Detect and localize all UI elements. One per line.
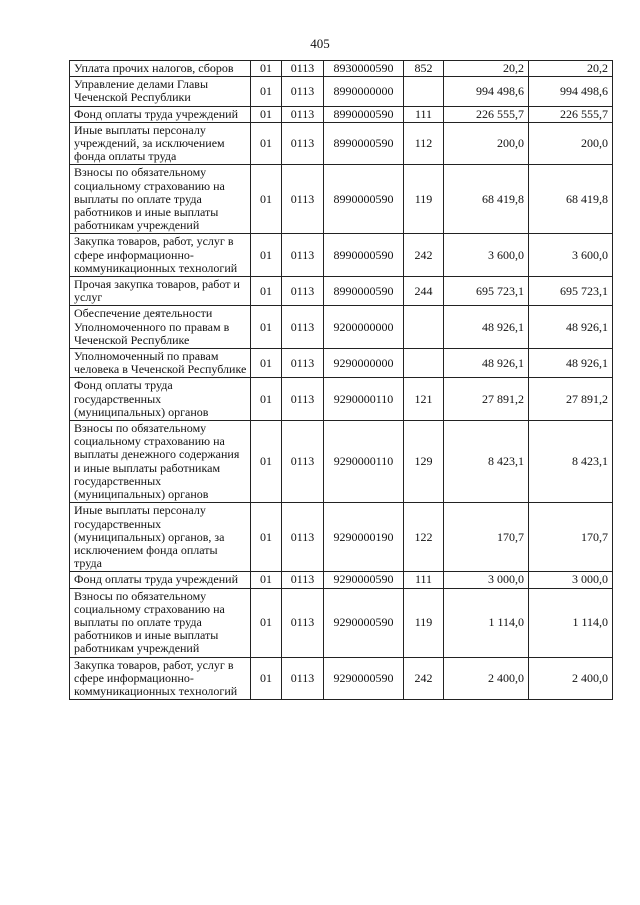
row-section-cell: 01 xyxy=(251,572,282,588)
table-row xyxy=(70,277,613,306)
table-row xyxy=(70,572,613,588)
row-amount-1-cell: 200,0 xyxy=(444,122,529,165)
row-amount-1-cell: 8 423,1 xyxy=(444,421,529,503)
row-section-cell: 01 xyxy=(251,277,282,306)
row-expense-type-cell: 111 xyxy=(404,106,444,122)
table-row xyxy=(70,421,613,503)
row-amount-1-cell: 226 555,7 xyxy=(444,106,529,122)
row-target-article-cell: 8990000590 xyxy=(324,106,404,122)
table-row xyxy=(70,122,613,165)
table-row xyxy=(70,349,613,378)
table-row xyxy=(70,77,613,106)
budget-table xyxy=(69,60,613,700)
row-name-cell: Фонд оплаты труда государственных (муниципальных) органов xyxy=(70,378,251,421)
row-name-cell: Прочая закупка товаров, работ и услуг xyxy=(70,277,251,306)
table-row xyxy=(70,657,613,700)
row-target-article-cell: 8990000590 xyxy=(324,277,404,306)
row-section-cell: 01 xyxy=(251,234,282,277)
row-target-article-cell: 9290000000 xyxy=(324,349,404,378)
row-amount-1-cell: 48 926,1 xyxy=(444,306,529,349)
row-section-cell: 01 xyxy=(251,106,282,122)
row-target-article-cell: 8930000590 xyxy=(324,61,404,77)
row-name-cell: Взносы по обязательному социальному страхованию на выплаты по оплате труда работников и иные выплаты работникам учреждений xyxy=(70,588,251,657)
row-amount-2-cell: 20,2 xyxy=(529,61,613,77)
row-subsection-cell: 0113 xyxy=(282,306,324,349)
page-number: 405 xyxy=(310,36,330,51)
row-expense-type-cell: 129 xyxy=(404,421,444,503)
row-amount-2-cell: 695 723,1 xyxy=(529,277,613,306)
row-section-cell: 01 xyxy=(251,588,282,657)
row-expense-type-cell: 122 xyxy=(404,503,444,572)
row-amount-1-cell: 170,7 xyxy=(444,503,529,572)
row-section-cell: 01 xyxy=(251,421,282,503)
row-name-cell: Уполномоченный по правам человека в Чеченской Республике xyxy=(70,349,251,378)
row-amount-1-cell: 48 926,1 xyxy=(444,349,529,378)
row-target-article-cell: 9200000000 xyxy=(324,306,404,349)
row-expense-type-cell xyxy=(404,306,444,349)
row-section-cell: 01 xyxy=(251,349,282,378)
row-expense-type-cell: 121 xyxy=(404,378,444,421)
row-section-cell: 01 xyxy=(251,165,282,234)
row-subsection-cell: 0113 xyxy=(282,277,324,306)
row-expense-type-cell xyxy=(404,349,444,378)
row-name-cell: Взносы по обязательному социальному страхованию на выплаты денежного содержания и иные выплаты работникам государственных (муниципальных) органов xyxy=(70,421,251,503)
row-subsection-cell: 0113 xyxy=(282,122,324,165)
row-amount-2-cell: 48 926,1 xyxy=(529,349,613,378)
row-name-cell: Фонд оплаты труда учреждений xyxy=(70,106,251,122)
row-amount-2-cell: 226 555,7 xyxy=(529,106,613,122)
row-amount-1-cell: 20,2 xyxy=(444,61,529,77)
row-expense-type-cell: 111 xyxy=(404,572,444,588)
row-subsection-cell: 0113 xyxy=(282,378,324,421)
row-amount-2-cell: 3 000,0 xyxy=(529,572,613,588)
table-row xyxy=(70,503,613,572)
row-name-cell: Фонд оплаты труда учреждений xyxy=(70,572,251,588)
row-target-article-cell: 9290000110 xyxy=(324,378,404,421)
row-amount-2-cell: 170,7 xyxy=(529,503,613,572)
row-expense-type-cell: 244 xyxy=(404,277,444,306)
row-target-article-cell: 9290000110 xyxy=(324,421,404,503)
budget-table-body xyxy=(70,61,613,700)
table-row xyxy=(70,61,613,77)
row-name-cell: Иные выплаты персоналу учреждений, за исключением фонда оплаты труда xyxy=(70,122,251,165)
row-expense-type-cell: 119 xyxy=(404,165,444,234)
row-amount-1-cell: 1 114,0 xyxy=(444,588,529,657)
row-amount-1-cell: 68 419,8 xyxy=(444,165,529,234)
row-section-cell: 01 xyxy=(251,306,282,349)
row-subsection-cell: 0113 xyxy=(282,349,324,378)
table-row xyxy=(70,234,613,277)
table-row xyxy=(70,378,613,421)
row-subsection-cell: 0113 xyxy=(282,61,324,77)
row-name-cell: Закупка товаров, работ, услуг в сфере информационно-коммуникационных технологий xyxy=(70,657,251,700)
row-name-cell: Иные выплаты персоналу государственных (муниципальных) органов, за исключением фонда оплаты труда xyxy=(70,503,251,572)
row-subsection-cell: 0113 xyxy=(282,421,324,503)
row-section-cell: 01 xyxy=(251,657,282,700)
row-target-article-cell: 9290000590 xyxy=(324,657,404,700)
row-expense-type-cell: 112 xyxy=(404,122,444,165)
row-subsection-cell: 0113 xyxy=(282,106,324,122)
row-name-cell: Обеспечение деятельности Уполномоченного по правам в Чеченской Республике xyxy=(70,306,251,349)
row-amount-2-cell: 1 114,0 xyxy=(529,588,613,657)
table-row xyxy=(70,588,613,657)
row-target-article-cell: 8990000000 xyxy=(324,77,404,106)
row-amount-2-cell: 27 891,2 xyxy=(529,378,613,421)
row-subsection-cell: 0113 xyxy=(282,588,324,657)
row-amount-1-cell: 994 498,6 xyxy=(444,77,529,106)
row-target-article-cell: 8990000590 xyxy=(324,122,404,165)
table-row xyxy=(70,306,613,349)
row-expense-type-cell xyxy=(404,77,444,106)
row-subsection-cell: 0113 xyxy=(282,234,324,277)
row-expense-type-cell: 119 xyxy=(404,588,444,657)
row-name-cell: Взносы по обязательному социальному страхованию на выплаты по оплате труда работников и иные выплаты работникам учреждений xyxy=(70,165,251,234)
row-subsection-cell: 0113 xyxy=(282,77,324,106)
row-subsection-cell: 0113 xyxy=(282,503,324,572)
row-section-cell: 01 xyxy=(251,77,282,106)
row-amount-2-cell: 8 423,1 xyxy=(529,421,613,503)
table-row xyxy=(70,165,613,234)
row-name-cell: Закупка товаров, работ, услуг в сфере информационно-коммуникационных технологий xyxy=(70,234,251,277)
row-subsection-cell: 0113 xyxy=(282,572,324,588)
row-amount-2-cell: 994 498,6 xyxy=(529,77,613,106)
row-name-cell: Уплата прочих налогов, сборов xyxy=(70,61,251,77)
row-name-cell: Управление делами Главы Чеченской Республики xyxy=(70,77,251,106)
row-subsection-cell: 0113 xyxy=(282,657,324,700)
row-target-article-cell: 8990000590 xyxy=(324,234,404,277)
row-expense-type-cell: 852 xyxy=(404,61,444,77)
row-amount-1-cell: 3 600,0 xyxy=(444,234,529,277)
row-target-article-cell: 8990000590 xyxy=(324,165,404,234)
row-section-cell: 01 xyxy=(251,503,282,572)
row-target-article-cell: 9290000190 xyxy=(324,503,404,572)
row-section-cell: 01 xyxy=(251,378,282,421)
row-amount-2-cell: 200,0 xyxy=(529,122,613,165)
row-target-article-cell: 9290000590 xyxy=(324,588,404,657)
row-section-cell: 01 xyxy=(251,122,282,165)
row-subsection-cell: 0113 xyxy=(282,165,324,234)
row-expense-type-cell: 242 xyxy=(404,234,444,277)
row-amount-1-cell: 695 723,1 xyxy=(444,277,529,306)
row-amount-1-cell: 27 891,2 xyxy=(444,378,529,421)
row-amount-2-cell: 3 600,0 xyxy=(529,234,613,277)
row-section-cell: 01 xyxy=(251,61,282,77)
row-amount-2-cell: 2 400,0 xyxy=(529,657,613,700)
row-amount-2-cell: 68 419,8 xyxy=(529,165,613,234)
table-row xyxy=(70,106,613,122)
row-amount-1-cell: 3 000,0 xyxy=(444,572,529,588)
row-amount-2-cell: 48 926,1 xyxy=(529,306,613,349)
row-expense-type-cell: 242 xyxy=(404,657,444,700)
row-target-article-cell: 9290000590 xyxy=(324,572,404,588)
row-amount-1-cell: 2 400,0 xyxy=(444,657,529,700)
